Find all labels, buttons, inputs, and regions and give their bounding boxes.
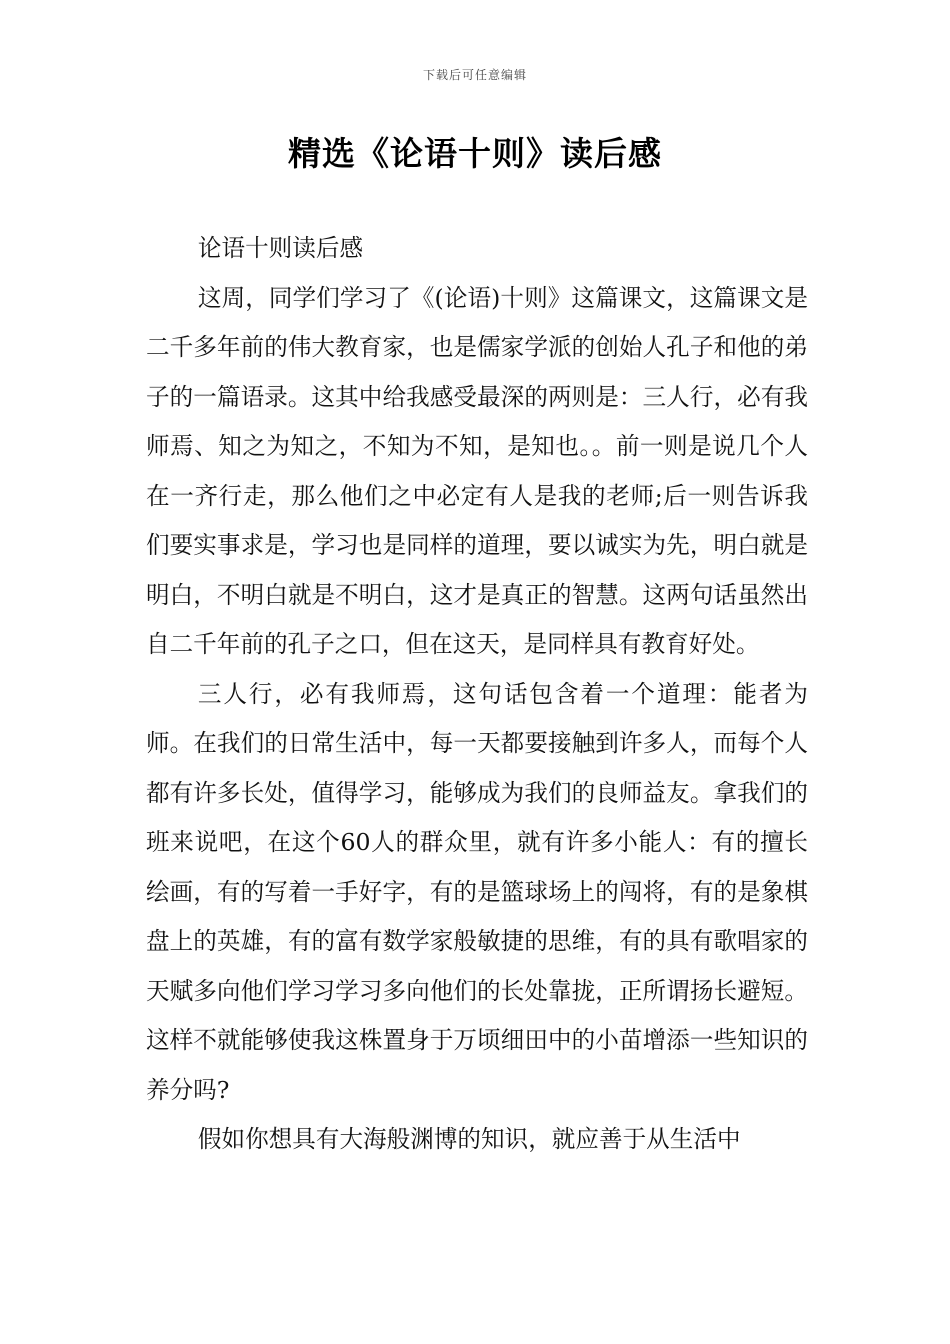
page-header-note: 下载后可任意编辑 [422,68,527,82]
paragraph: 假如你想具有大海般渊博的知识，就应善于从生活中 [197,1125,741,1153]
document-title: 精选《论语十则》读后感 [288,134,662,173]
paragraph: 这周，同学们学习了《(论语)十则》这篇课文，这篇课文是二千多年前的伟大教育家，也是儒家学派的创始人孔子和他的弟子的一篇语录。这其中给我感受最深的两则是：三人行，必有我师焉、知之为知之，不知为不知，是知也。。前一则是说几个人在一齐行走，那么他们之中必定有人是我的老师;后一则告诉我们要实事求是，学习也是同样的道理，要以诚实为先，明白就是明白，不明白就是不明白，这才是真正的智慧。这两句话虽然出自二千年前的孔子之口，但在这天，是同样具有教育好处。 [146,283,808,658]
paragraph-subtitle: 论语十则读后感 [197,234,364,262]
document-body [146,224,808,1165]
paragraph: 三人行，必有我师焉，这句话包含着一个道理：能者为师。在我们的日常生活中，每一天都要接触到许多人，而每个人都有许多长处，值得学习，能够成为我们的良师益友。拿我们的班来说吧，在这个60人的群众里，就有许多小能人：有的擅长绘画，有的写着一手好字，有的是篮球场上的闯将，有的是象棋盘上的英雄，有的富有数学家般敏捷的思维，有的具有歌唱家的天赋多向他们学习学习多向他们的长处靠拢，正所谓扬长避短。这样不就能够使我这株置身于万顷细田中的小苗增添一些知识的养分吗? [146,679,808,1104]
